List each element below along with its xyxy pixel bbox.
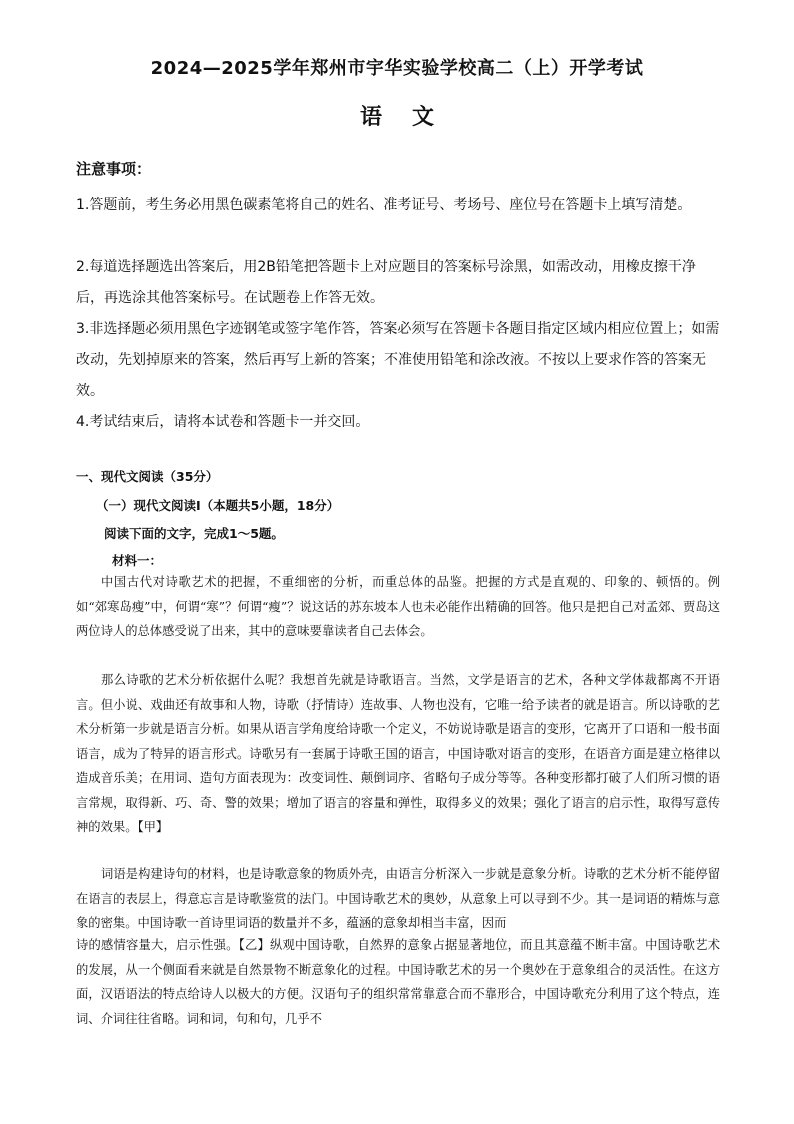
notice-title: 注意事项： [76,160,152,178]
notice-item-4: 4.考试结束后，请将本试卷和答题卡一并交回。 [76,414,370,430]
material-label: 材料一： [112,553,163,568]
passage-paragraph-2: 那么诗歌的艺术分析依据什么呢？我想首先就是诗歌语言。当然，文学是语言的艺术，各种文学体裁都离不开语言。但小说、戏曲还有故事和人物，诗歌（抒情诗）连故事、人物也没有，它唯一给予读者的就是语言。所以诗歌的艺术分析第一步就是语言分析。如果从语言学角度给诗歌一个定义，不妨说诗歌是语言的变形，它离开了口语和一般书面语言，成为了特异的语言形式。诗歌另有一套属于诗歌王国的语言，中国诗歌对语言的变形，在语音方面是建立格律以造成音乐美；在用词、造句方面表现为：改变词性、颠倒词序、省略句子成分等等。各种变形都打破了人们所习惯的语言常规，取得新、巧、奇、警的效果；增加了语言的容量和弹性，取得多义的效果；强化了语言的启示性，取得写意传神的效果。【甲】 [76,673,720,834]
subject-heading: 语文 [359,105,464,130]
section-heading: 一、现代文阅读（35分） [76,469,219,484]
exam-title: 2024—2025学年郑州市宇华实验学校高二（上）开学考试 [150,58,644,79]
passage-paragraph-4: 诗的感情容量大，启示性强。【乙】纵观中国诗歌，自然界的意象占据显著地位，而且其意蕴不断丰富。中国诗歌艺术的发展，从一个侧面看来就是自然景物不断意象化的过程。中国诗歌艺术的另一个奥妙在于意象组合的灵活性。在这方面，汉语语法的特点给诗人以极大的方便。汉语句子的组织常常靠意合而不靠形合，中国诗歌充分利用了这个特点，连词、介词往往省略。词和词，句和句，几乎不 [76,938,720,1026]
passage-paragraph-3: 词语是构建诗句的材料，也是诗歌意象的物质外壳，由语言分析深入一步就是意象分析。诗歌的艺术分析不能停留在语言的表层上，得意忘言是诗歌鉴赏的法门。中国诗歌艺术的奥妙，从意象上可以寻到不少。其一是词语的精炼与意象的密集。中国诗歌一首诗里词语的数量并不多，蕴涵的意象却相当丰富，因而 [76,867,720,930]
notice-item-3: 3.非选择题必须用黑色字迹钢笔或签字笔作答，答案必须写在答题卡各题目指定区域内相应位置上；如需改动，先划掉原来的答案，然后再写上新的答案；不准使用铅笔和涂改液。不按以上要求作答的答案无效。 [76,321,720,399]
passage-paragraph-1: 中国古代对诗歌艺术的把握，不重细密的分析，而重总体的品鉴。把握的方式是直观的、印象的、顿悟的。例如“郊寒岛瘦”中，何谓“寒”？何谓“瘦”？说这话的苏东坡本人也未必能作出精确的回答。他只是把自己对孟郊、贾岛这两位诗人的总体感受说了出来，其中的意味要靠读者自己去体会。 [76,575,720,638]
notice-item-2: 2.每道选择题选出答案后，用2B铅笔把答题卡上对应题目的答案标号涂黑，如需改动，用橡皮擦干净后，再选涂其他答案标号。在试题卷上作答无效。 [76,259,696,306]
subsection-heading: （一）现代文阅读Ⅰ（本题共5小题，18分） [96,498,340,513]
notice-item-1: 1.答题前，考生务必用黑色碳素笔将自己的姓名、准考证号、考场号、座位号在答题卡上填写清楚。 [76,197,692,213]
reading-instruction: 阅读下面的文字，完成1～5题。 [104,526,284,541]
